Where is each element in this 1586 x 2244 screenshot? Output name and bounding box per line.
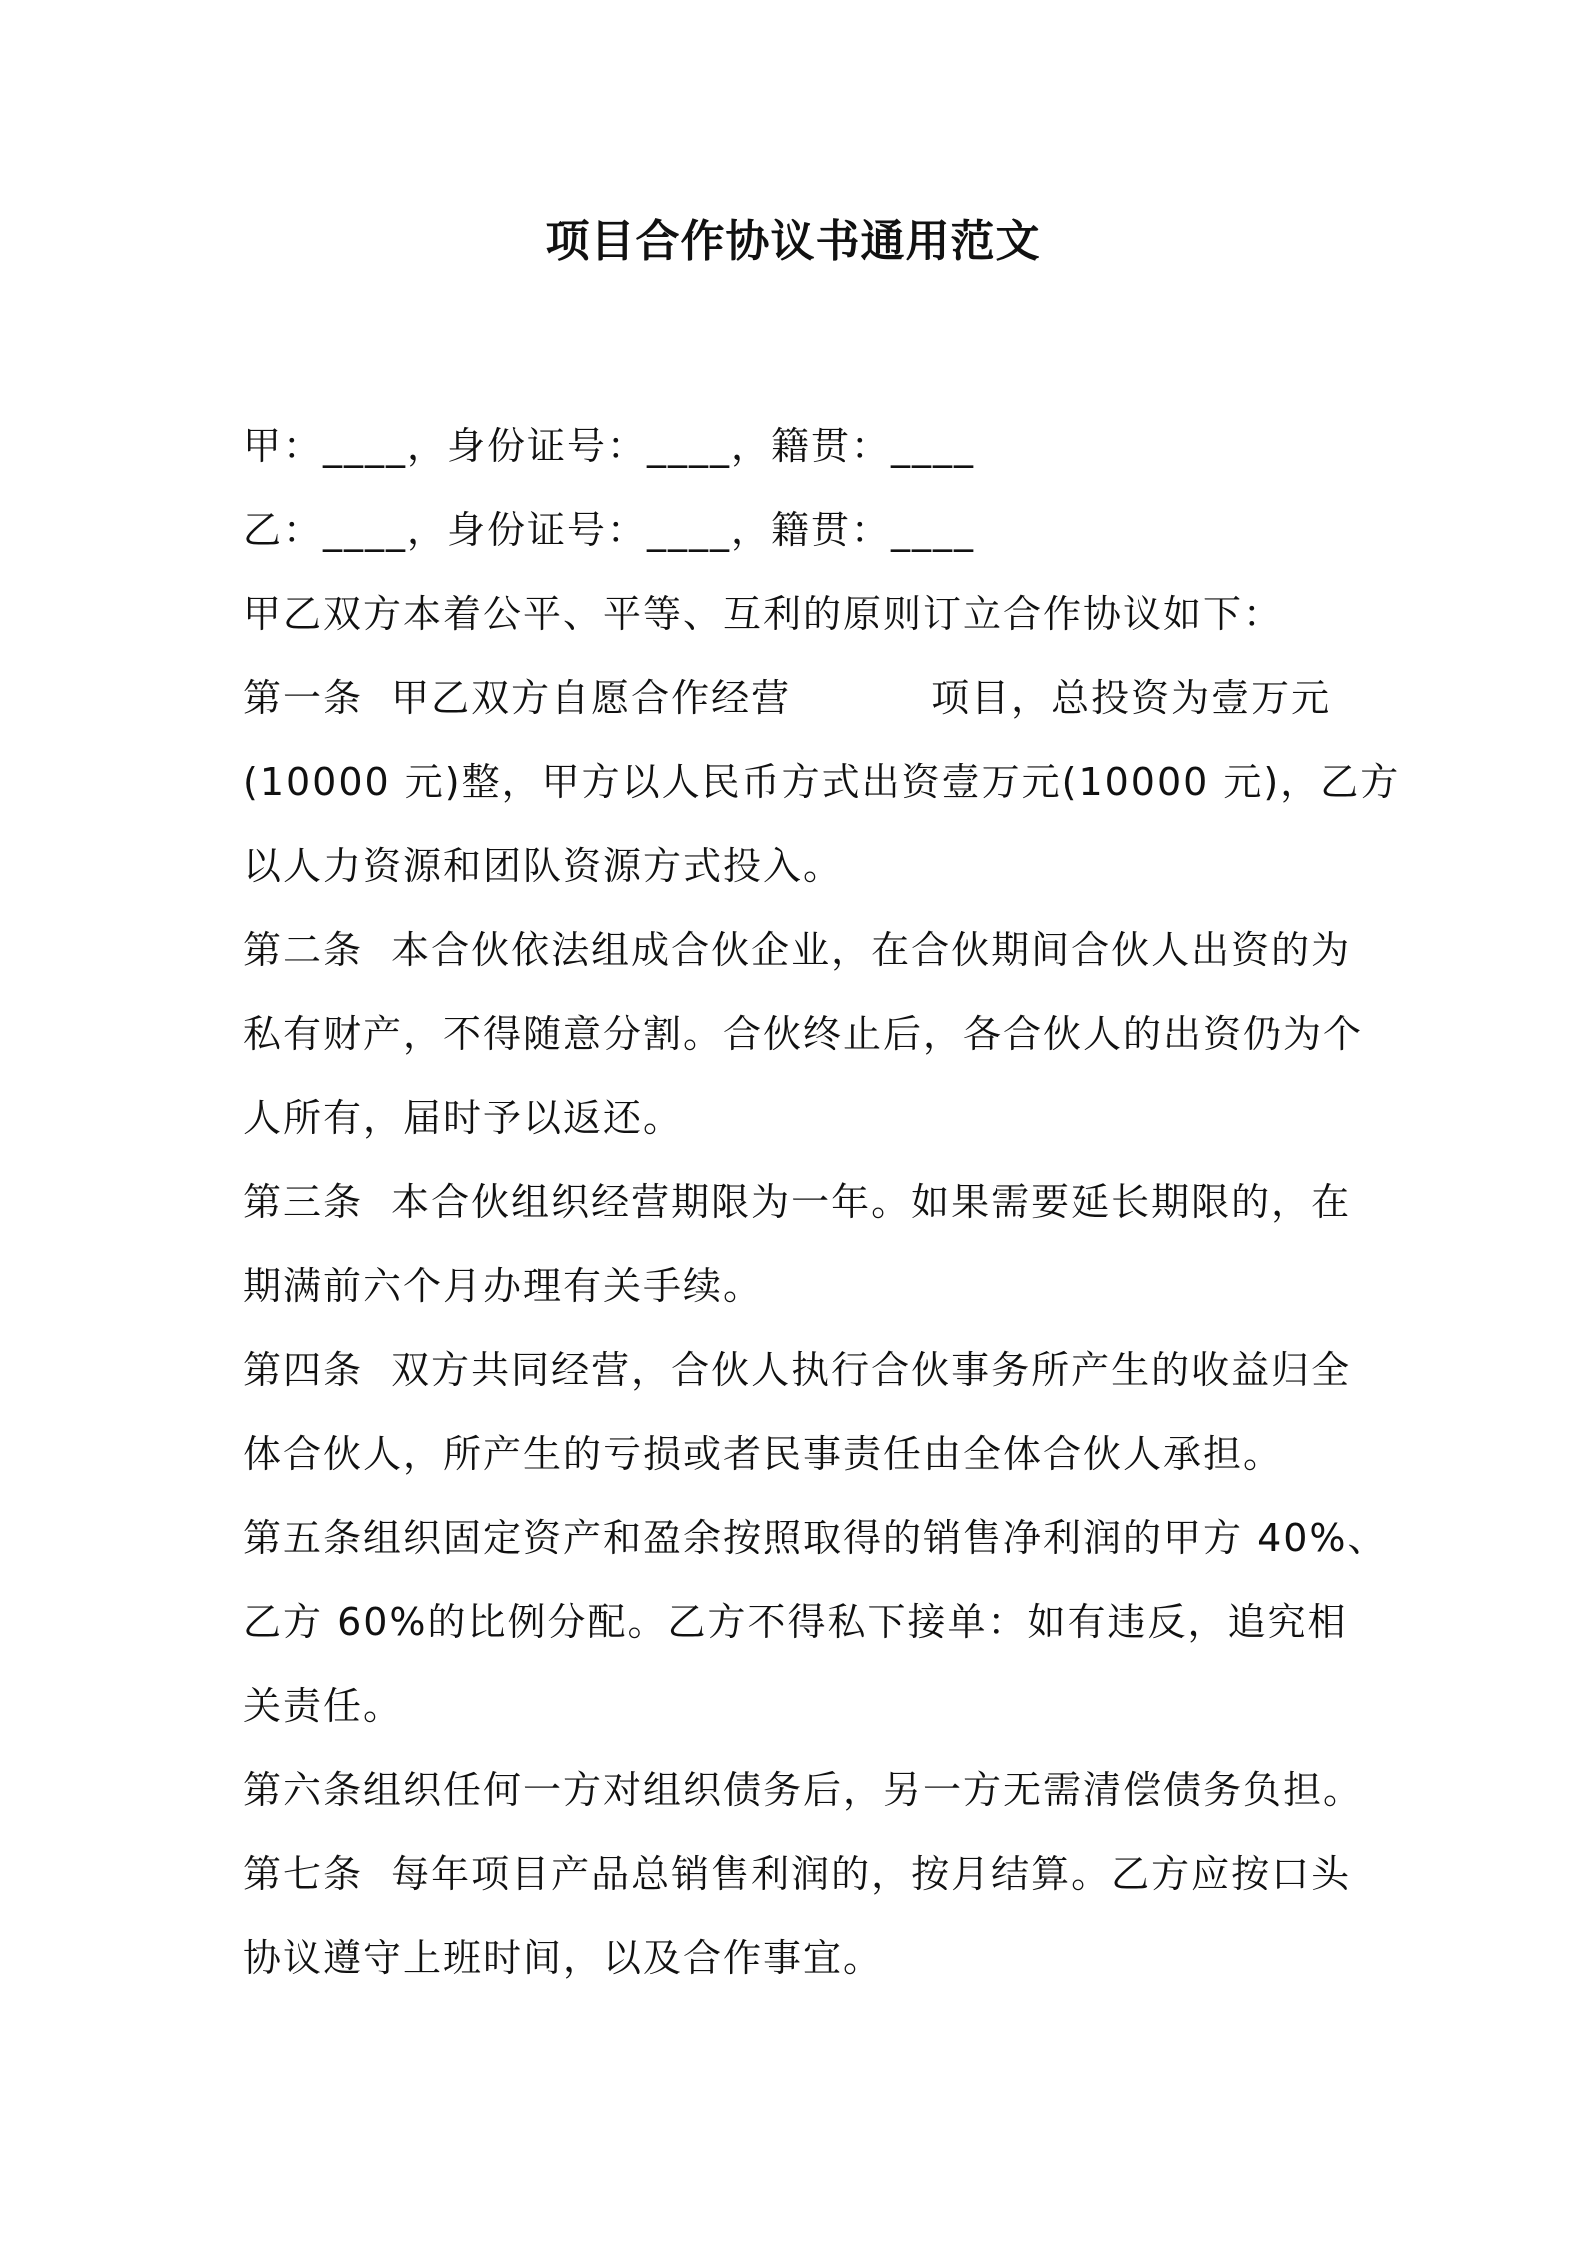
document-title: 项目合作协议书通用范文 bbox=[545, 216, 1041, 267]
article-7-line-2: 协议遵守上班时间，以及合作事宜。 bbox=[243, 1936, 884, 1980]
article-1-tail: 项目，总投资为壹万元 bbox=[931, 676, 1332, 720]
article-5-line-1: 第五条组织固定资产和盈余按照取得的销售净利润的甲方 40%、 bbox=[243, 1516, 1388, 1560]
article-3-line-2: 期满前六个月办理有关手续。 bbox=[243, 1264, 764, 1308]
article-1-line-3: 以人力资源和团队资源方式投入。 bbox=[243, 844, 844, 888]
preamble-line: 甲乙双方本着公平、平等、互利的原则订立合作协议如下： bbox=[243, 592, 1284, 636]
article-7-line-1: 第七条 每年项目产品总销售利润的，按月结算。乙方应按口头 bbox=[243, 1852, 1352, 1896]
article-1-line-1 bbox=[243, 656, 1363, 740]
article-2-line-3: 人所有，届时予以返还。 bbox=[243, 1096, 684, 1140]
article-2-line-1: 第二条 本合伙依法组成合伙企业，在合伙期间合伙人出资的为 bbox=[243, 928, 1352, 972]
article-5-line-2: 乙方 60%的比例分配。乙方不得私下接单：如有违反，追究相 bbox=[243, 1600, 1348, 1644]
article-1-head: 第一条 甲乙双方自愿合作经营 bbox=[243, 676, 792, 720]
article-3-line-1: 第三条 本合伙组织经营期限为一年。如果需要延长期限的，在 bbox=[243, 1180, 1352, 1224]
article-4-line-1: 第四条 双方共同经营，合伙人执行合伙事务所产生的收益归全 bbox=[243, 1348, 1352, 1392]
party-b-line: 乙：____，身份证号：____，籍贯：____ bbox=[243, 508, 976, 552]
article-2-line-2: 私有财产，不得随意分割。合伙终止后，各合伙人的出资仍为个 bbox=[243, 1012, 1364, 1056]
article-6-line-1: 第六条组织任何一方对组织债务后，另一方无需清偿债务负担。 bbox=[243, 1768, 1364, 1812]
document-body bbox=[243, 404, 1401, 2000]
party-a-line: 甲：____，身份证号：____，籍贯：____ bbox=[243, 424, 976, 468]
article-5-line-3: 关责任。 bbox=[243, 1684, 404, 1728]
article-4-line-2: 体合伙人，所产生的亏损或者民事责任由全体合伙人承担。 bbox=[243, 1432, 1284, 1476]
article-1-line-2: (10000 元)整，甲方以人民币方式出资壹万元(10000 元)，乙方 bbox=[243, 760, 1401, 804]
